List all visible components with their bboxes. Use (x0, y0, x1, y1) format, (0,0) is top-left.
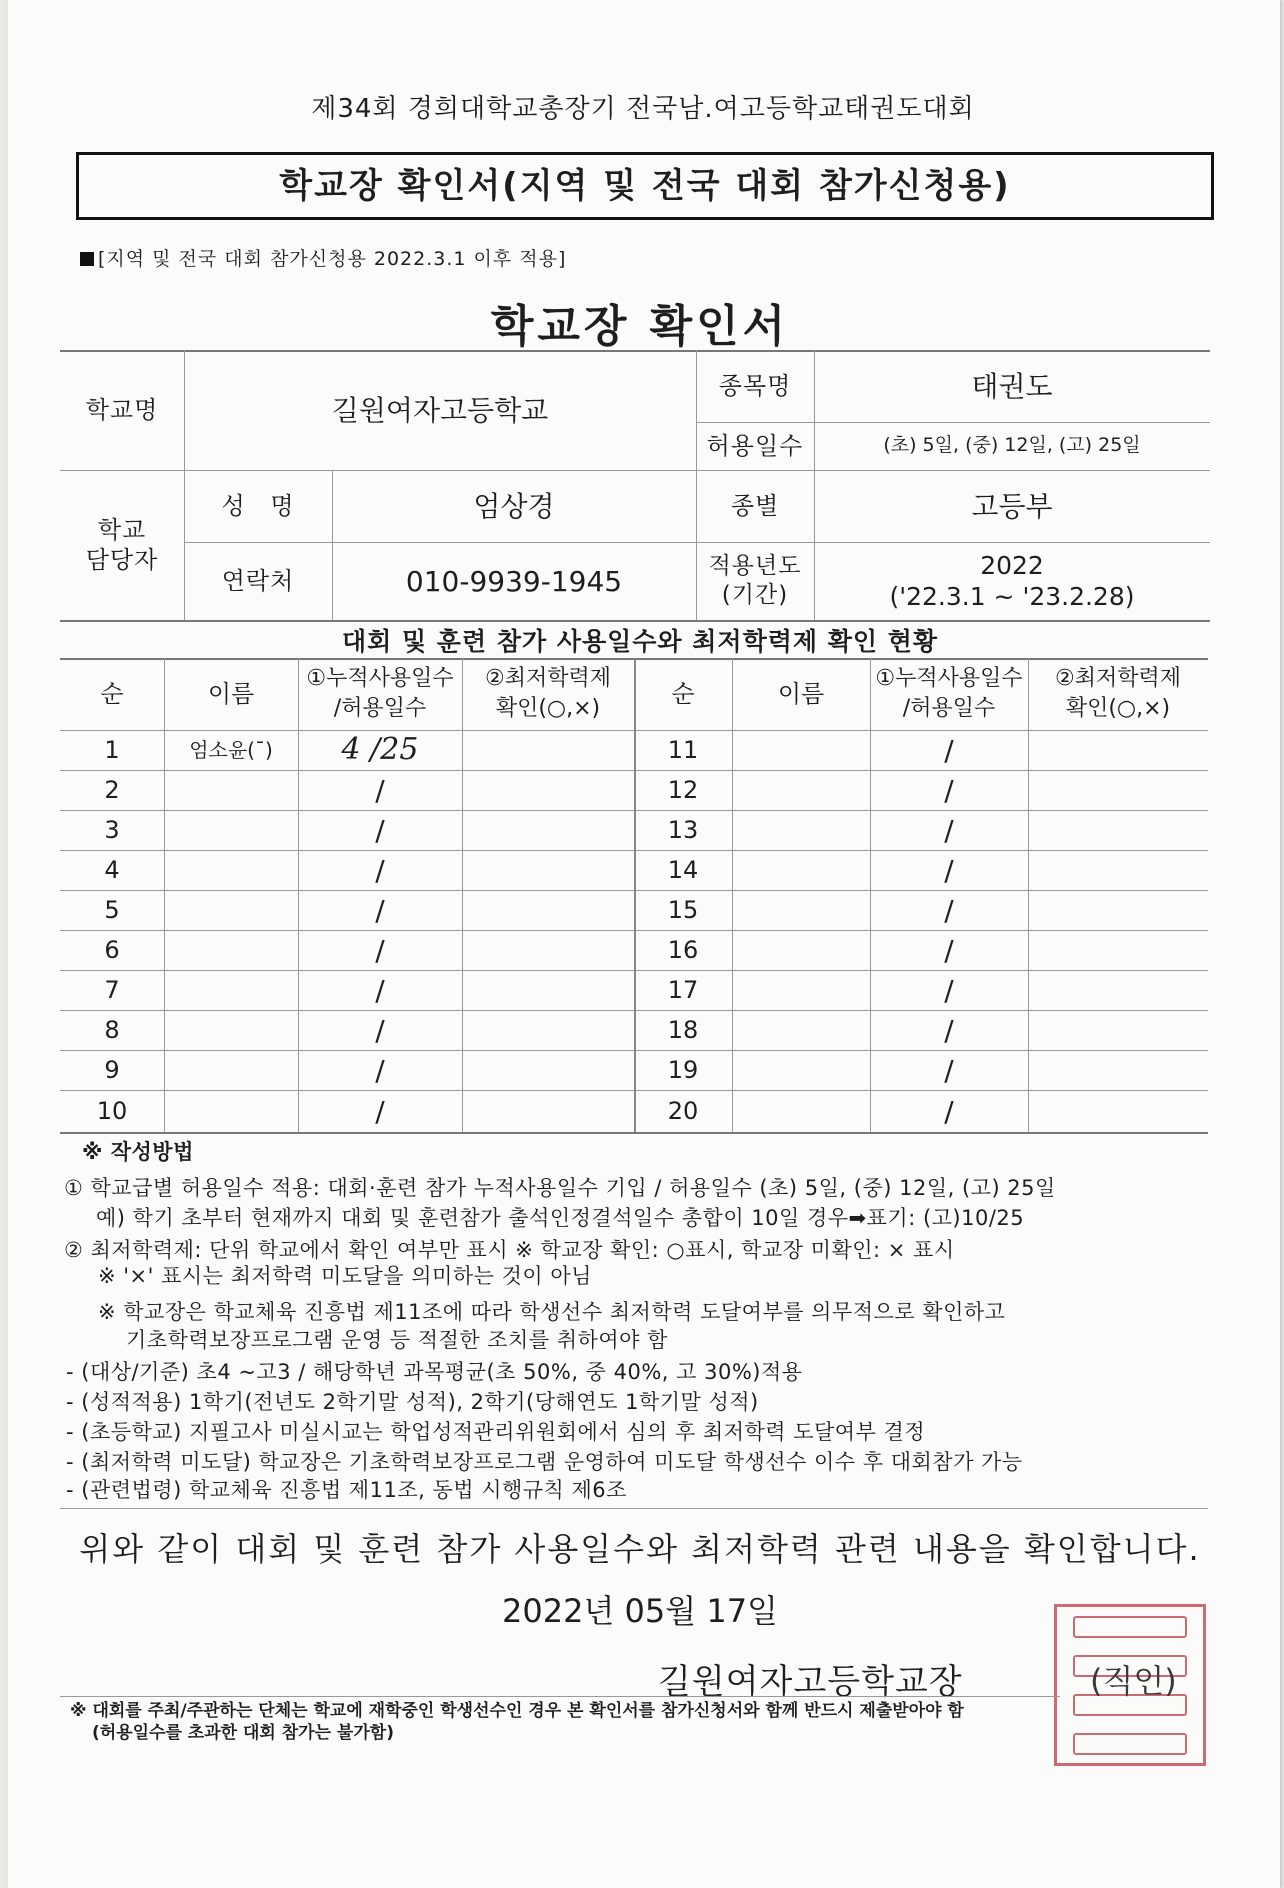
row-number: 11 (667, 736, 699, 764)
guide-line: - (관련법령) 학교체육 진흥법 제11조, 동법 시행규칙 제6조 (66, 1478, 627, 1502)
school-name-label: 학교명 (85, 396, 159, 424)
status-subheading: 대회 및 훈련 참가 사용일수와 최저학력제 확인 현황 (341, 627, 939, 656)
footnote (70, 1700, 964, 1744)
division-label: 종별 (730, 492, 780, 520)
usage-days: / (944, 853, 954, 887)
col-order-header: 순 (100, 680, 124, 708)
usage-days: / (375, 933, 385, 967)
sport-value: 태권도 (971, 369, 1053, 403)
usage-days: / (944, 1053, 954, 1087)
col-academic-header: ②최저학력제 확인(○,×) (485, 666, 611, 721)
issue-date: 2022년 05월 17일 (502, 1592, 778, 1630)
seal-glyph-row (1073, 1616, 1187, 1638)
school-name-value: 길원여자고등학교 (331, 393, 549, 427)
usage-days: / (944, 893, 954, 927)
row-number: 7 (104, 976, 120, 1004)
row-number: 10 (96, 1097, 128, 1125)
usage-days: / (375, 1013, 385, 1047)
school-manager-label: 학교 담당자 (85, 516, 159, 574)
col-academic-header-2: ②최저학력제 확인(○,×) (1055, 666, 1181, 721)
row-number: 1 (104, 736, 120, 764)
usage-days: / (375, 973, 385, 1007)
row-number: 12 (667, 776, 699, 804)
allowed-days-label: 허용일수 (706, 432, 804, 460)
confirmation-statement: 위와 같이 대회 및 훈련 참가 사용일수와 최저학력 관련 내용을 확인합니다. (79, 1530, 1201, 1568)
usage-days: / (375, 893, 385, 927)
row-number: 9 (104, 1056, 120, 1084)
student-name: 엄소윤(ˉ) (189, 737, 273, 762)
guide-line: 예) 학기 초부터 현재까지 대회 및 훈련참가 출석인정결석일수 총합이 10일 경우➡표기: (고)10/25 (96, 1206, 1025, 1230)
usage-days: / (375, 773, 385, 807)
row-number: 13 (667, 816, 699, 844)
guide-line: - (초등학교) 지필고사 미실시교는 학업성적관리위원회에서 심의 후 최저학력 도달여부 결정 (66, 1420, 926, 1444)
row-number: 18 (667, 1016, 699, 1044)
main-title: 학교장 확인서 (490, 301, 790, 352)
usage-days: 4 /25 (341, 732, 419, 768)
row-number: 3 (104, 816, 120, 844)
row-number: 6 (104, 936, 120, 964)
row-number: 15 (667, 896, 699, 924)
guide-line: - (최저학력 미도달) 학교장은 기초학력보장프로그램 운영하여 미도달 학생선수 이수 후 대회참가 가능 (66, 1450, 1023, 1474)
usage-days: / (944, 1013, 954, 1047)
footnote-line-2: (허용일수를 초과한 대회 참가는 불가함) (92, 1723, 394, 1744)
guide-line: 기초학력보장프로그램 운영 등 적절한 조치를 취하여야 함 (126, 1328, 668, 1352)
contact-value: 010-9939-1945 (405, 564, 623, 598)
document-page (8, 0, 1280, 1888)
guide-line: - (대상/기준) 초4 ~고3 / 해당학년 과목평균(초 50%, 중 40%, 고 30%)적용 (66, 1360, 803, 1384)
guide-line: - (성적적용) 1학기(전년도 2학기말 성적), 2학기(당해연도 1학기말 성적) (66, 1390, 759, 1414)
guide-heading: ※ 작성방법 (82, 1140, 194, 1164)
manager-name-label: 성 명 (221, 492, 295, 520)
usage-days: / (375, 1053, 385, 1087)
seal-label: (직인) (1090, 1662, 1177, 1700)
academic-check (462, 730, 634, 770)
usage-days: / (944, 733, 954, 767)
guide-line: ① 학교급별 허용일수 적용: 대회·훈련 참가 누적사용일수 기입 / 허용일수 (초) 5일, (중) 12일, (고) 25일 (64, 1176, 1056, 1200)
document-title-box: 학교장 확인서(지역 및 전국 대회 참가신청용) (76, 152, 1214, 220)
contact-label: 연락처 (221, 567, 295, 595)
row-number: 16 (667, 936, 699, 964)
row-number: 2 (104, 776, 120, 804)
row-number: 4 (104, 856, 120, 884)
year-value: 2022 (980, 550, 1044, 580)
allowed-days-value: (초) 5일, (중) 12일, (고) 25일 (883, 434, 1141, 457)
col-usage-header: ①누적사용일수 /허용일수 (306, 666, 454, 721)
guide-line: ② 최저학력제: 단위 학교에서 확인 여부만 표시 ※ 학교장 확인: ○표시, 학교장 미확인: × 표시 (64, 1238, 955, 1262)
usage-days: / (375, 813, 385, 847)
division-value: 고등부 (971, 489, 1053, 523)
row-number: 8 (104, 1016, 120, 1044)
row-number: 17 (667, 976, 699, 1004)
col-name-header: 이름 (207, 680, 255, 708)
applicable-year-label: 적용년도 (기간) (708, 553, 802, 608)
event-title: 제34회 경희대학교총장기 전국남.여고등학교태권도대회 (311, 94, 975, 124)
guide-line: ※ 학교장은 학교체육 진흥법 제11조에 따라 학생선수 최저학력 도달여부를 의무적으로 확인하고 (98, 1300, 1006, 1324)
row-number: 14 (667, 856, 699, 884)
usage-days: / (944, 773, 954, 807)
usage-days: / (944, 813, 954, 847)
usage-days: / (944, 1094, 954, 1128)
principal-signature-line: 길원여자고등학교장 (658, 1662, 963, 1702)
sport-label: 종목명 (718, 372, 792, 400)
applicability-note (80, 244, 566, 271)
period-value: ('22.3.1 ~ '23.2.28) (889, 582, 1135, 611)
manager-name-value: 엄상경 (473, 489, 555, 523)
usage-days: / (375, 1094, 385, 1128)
row-number: 20 (667, 1097, 699, 1125)
applicable-year-value (814, 542, 1210, 620)
row-number: 5 (104, 896, 120, 924)
square-bullet-icon (80, 252, 94, 266)
usage-days: / (944, 933, 954, 967)
col-usage-header-2: ①누적사용일수 /허용일수 (875, 666, 1023, 721)
guide-line: ※ '×' 표시는 최저학력 미도달을 의미하는 것이 아님 (98, 1264, 592, 1288)
row-number: 19 (667, 1056, 699, 1084)
col-name-header-2: 이름 (777, 680, 825, 708)
seal-glyph-row (1073, 1733, 1187, 1755)
col-order-header-2: 순 (671, 680, 695, 708)
footnote-line-1: ※ 대회를 주최/주관하는 단체는 학교에 재학중인 학생선수인 경우 본 확인서를 참가신청서와 함께 반드시 제출받아야 함 (70, 1701, 964, 1721)
applicability-note-text: [지역 및 전국 대회 참가신청용 2022.3.1 이후 적용] (98, 248, 567, 270)
usage-days: / (375, 853, 385, 887)
usage-days: / (944, 973, 954, 1007)
